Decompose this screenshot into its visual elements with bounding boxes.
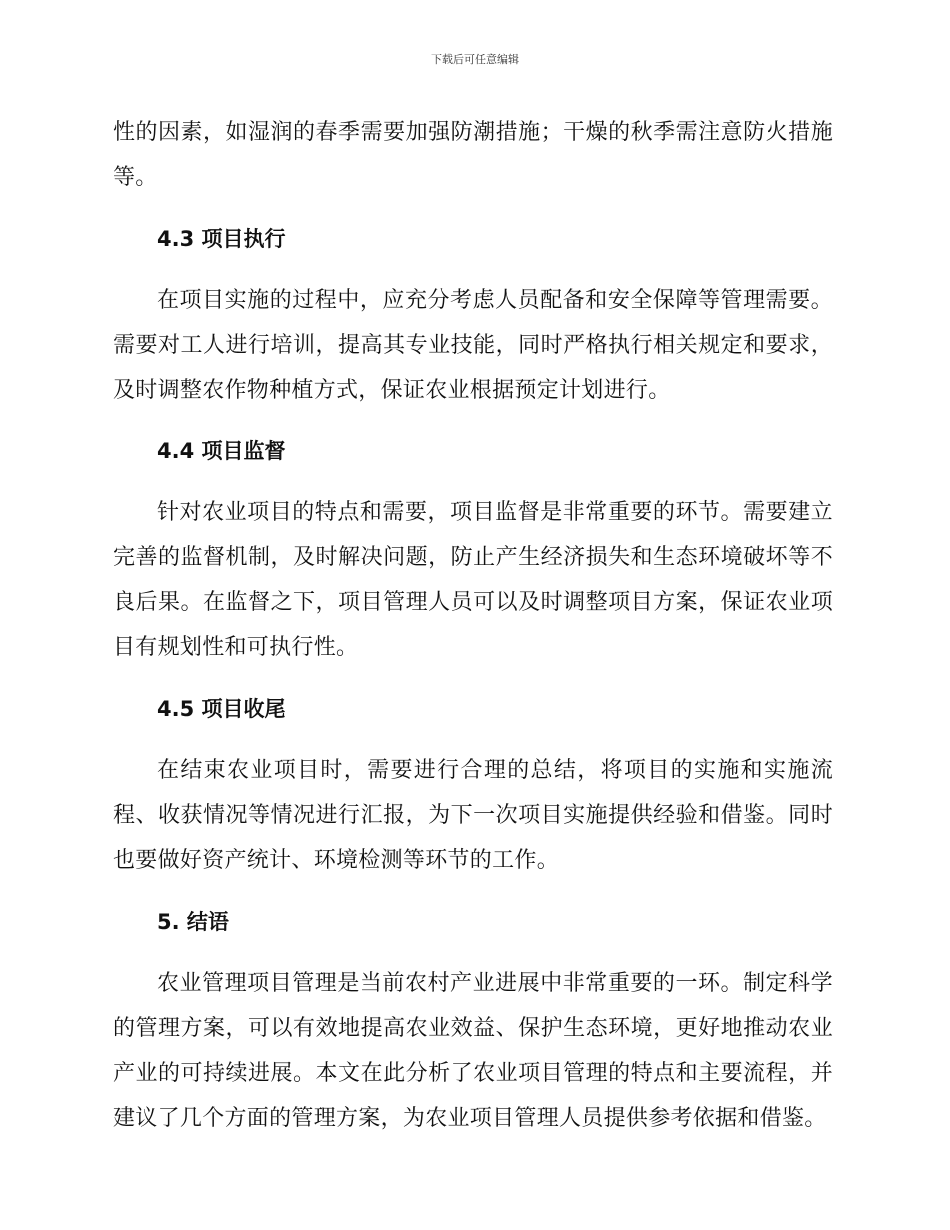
paragraph-project-closure: 在结束农业项目时，需要进行合理的总结，将项目的实施和实施流程、收获情况等情况进行汇报，为下一次项目实施提供经验和借鉴。同时也要做好资产统计、环境检测等环节的工作。 bbox=[113, 758, 833, 873]
paragraph-continuation: 性的因素，如湿润的春季需要加强防潮措施；干燥的秋季需注意防火措施等。 bbox=[113, 120, 833, 190]
document-body bbox=[113, 110, 833, 1141]
section-heading-4-4: 4.4 项目监督 bbox=[157, 439, 286, 463]
paragraph-conclusion: 农业管理项目管理是当前农村产业进展中非常重要的一环。制定科学的管理方案，可以有效地提高农业效益、保护生态环境，更好地推动农业产业的可持续进展。本文在此分析了农业项目管理的特点和主要流程，并建议了几个方面的管理方案，为农业项目管理人员提供参考依据和借鉴。 bbox=[113, 971, 833, 1131]
paragraph-project-supervision: 针对农业项目的特点和需要，项目监督是非常重要的环节。需要建立完善的监督机制，及时解决问题，防止产生经济损失和生态环境破坏等不良后果。在监督之下，项目管理人员可以及时调整项目方案，保证农业项目有规划性和可执行性。 bbox=[113, 500, 833, 660]
paragraph-project-execution: 在项目实施的过程中，应充分考虑人员配备和安全保障等管理需要。需要对工人进行培训，提高其专业技能，同时严格执行相关规定和要求，及时调整农作物种植方式，保证农业根据预定计划进行。 bbox=[113, 288, 833, 403]
section-heading-4-3: 4.3 项目执行 bbox=[157, 227, 286, 251]
section-heading-5: 5. 结语 bbox=[157, 910, 229, 934]
section-heading-4-5: 4.5 项目收尾 bbox=[157, 697, 286, 721]
page-header-note: 下载后可任意编辑 bbox=[431, 53, 519, 66]
